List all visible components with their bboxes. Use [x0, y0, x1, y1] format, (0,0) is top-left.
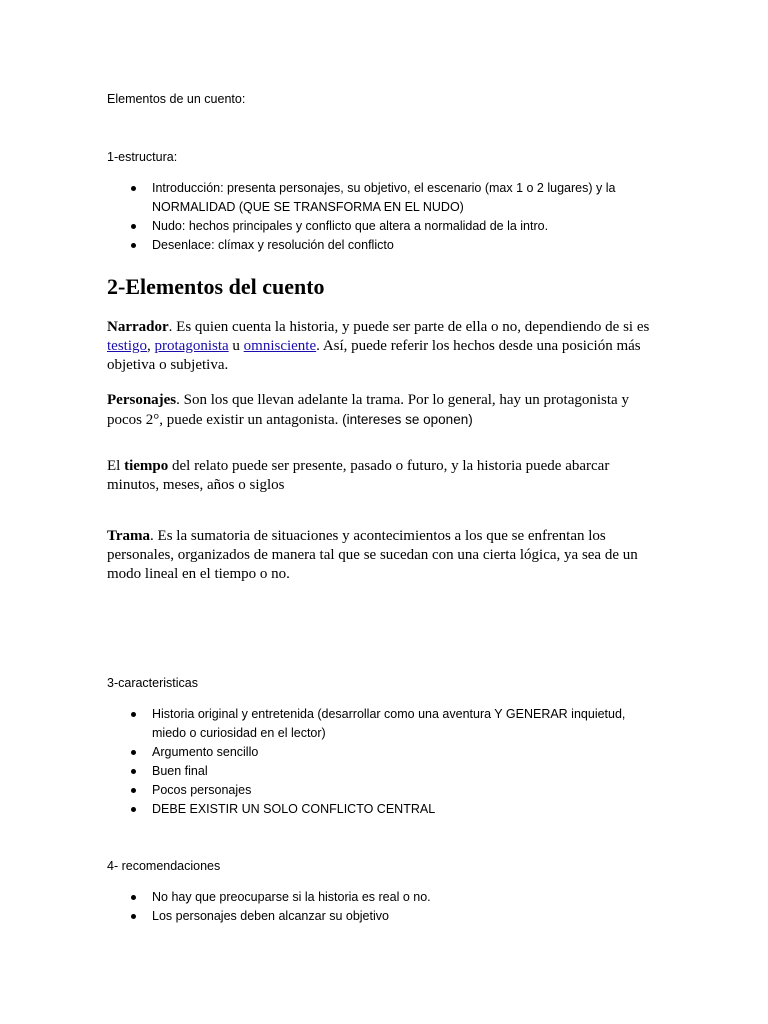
list-item: Historia original y entretenida (desarrollar como una aventura Y GENERAR inquietud, miedo o curiosidad en el lector) — [107, 705, 652, 743]
list-item: Pocos personajes — [107, 781, 652, 800]
paragraph-tiempo — [107, 457, 652, 495]
personajes-note: (intereses se oponen) — [342, 412, 473, 427]
term-personajes: Personajes — [107, 392, 177, 408]
trama-text: . Es la sumatoria de situaciones y acontecimientos a los que se enfrentan los personales, organizados de manera tal que se sucedan con una cierta lógica, ya sea de un modo lineal en el tiempo o no. — [107, 528, 638, 582]
section4-list — [107, 888, 652, 926]
narrador-sep1: , — [147, 338, 155, 354]
section4-heading: 4- recomendaciones — [107, 859, 221, 873]
paragraph-trama — [107, 527, 652, 584]
list-item: No hay que preocuparse si la historia es real o no. — [107, 888, 652, 907]
link-omnisciente[interactable]: omnisciente — [243, 338, 317, 354]
section3-heading: 3-caracteristicas — [107, 676, 198, 690]
term-tiempo: tiempo — [124, 458, 169, 474]
narrador-text1: . Es quien cuenta la historia, y puede ser parte de ella o no, dependiendo de si es — [168, 319, 650, 335]
personajes-text: . Son los que llevan adelante la trama. Por lo general, hay un protagonista y pocos 2°, puede existir un antagonista. — [107, 392, 629, 428]
section1-heading: 1-estructura: — [107, 150, 178, 164]
list-item: DEBE EXISTIR UN SOLO CONFLICTO CENTRAL — [107, 800, 652, 819]
document-title: Elementos de un cuento: — [107, 92, 246, 106]
narrador-text2: . Así, puede referir los hechos desde una posición más objetiva o subjetiva. — [107, 338, 641, 373]
term-trama: Trama — [107, 528, 151, 544]
list-item: Buen final — [107, 762, 652, 781]
section3-list — [107, 705, 652, 819]
paragraph-narrador — [107, 318, 652, 375]
list-item: Los personajes deben alcanzar su objetivo — [107, 907, 652, 926]
list-item: Argumento sencillo — [107, 743, 652, 762]
link-protagonista[interactable]: protagonista — [154, 338, 229, 354]
section1-list — [107, 179, 652, 255]
link-testigo[interactable]: testigo — [107, 338, 147, 354]
list-item: Introducción: presenta personajes, su objetivo, el escenario (max 1 o 2 lugares) y la NORMALIDAD (QUE SE TRANSFORMA EN EL NUDO) — [107, 179, 652, 217]
term-narrador: Narrador — [107, 319, 169, 335]
list-item: Nudo: hechos principales y conflicto que altera a normalidad de la intro. — [107, 217, 652, 236]
section2-heading: 2-Elementos del cuento — [107, 274, 325, 299]
tiempo-text: del relato puede ser presente, pasado o futuro, y la historia puede abarcar minutos, meses, años o siglos — [107, 458, 610, 493]
list-item: Desenlace: clímax y resolución del conflicto — [107, 236, 652, 255]
paragraph-personajes — [107, 391, 652, 430]
narrador-sep2: u — [228, 338, 244, 354]
tiempo-prefix: El — [107, 458, 125, 474]
